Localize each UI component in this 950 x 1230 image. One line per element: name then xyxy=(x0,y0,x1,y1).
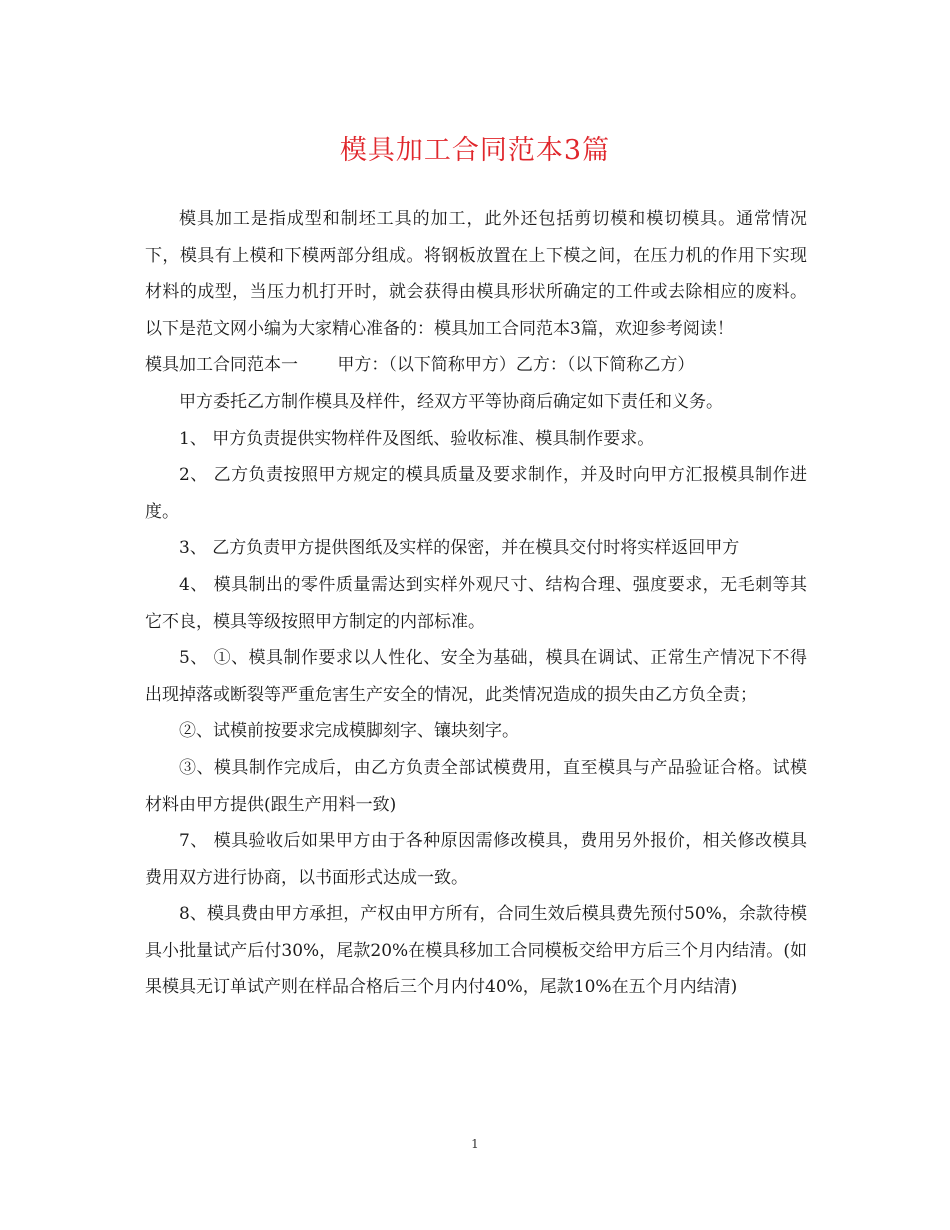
clause-3: 3、 乙方负责甲方提供图纸及实样的保密，并在模具交付时将实样返回甲方 xyxy=(179,538,740,559)
contract-preamble: 甲方委托乙方制作模具及样件，经双方平等协商后确定如下责任和义务。 xyxy=(179,391,723,412)
clause-8: 8、模具费由甲方承担，产权由甲方所有，合同生效后模具费先预付50%，余款待模具小批量试产后付30%，尾款20%在模具移加工合同模板交给甲方后三个月内结清。(如果模具无订单试产则在样品合格后三个月内付40%，尾款10%在五个月内结清) xyxy=(145,904,807,998)
clause-4: 4、 模具制出的零件质量需达到实样外观尺寸、结构合理、强度要求，无毛刺等其它不良，模具等级按照甲方制定的内部标准。 xyxy=(145,574,807,632)
contract-heading-parties: 模具加工合同范本一 甲方：（以下简称甲方）乙方：（以下简称乙方） xyxy=(145,355,695,376)
intro-paragraph: 模具加工是指成型和制坯工具的加工，此外还包括剪切模和模切模具。通常情况下，模具有上模和下模两部分组成。将钢板放置在上下模之间，在压力机的作用下实现材料的成型，当压力机打开时，就会获得由模具形状所确定的工件或去除相应的废料。以下是范文网小编为大家精心准备的：模具加工合同范本3篇，欢迎参考阅读！ xyxy=(145,209,807,339)
clause-5-3: ③、模具制作完成后，由乙方负责全部试模费用，直至模具与产品验证合格。试模材料由甲方提供(跟生产用料一致) xyxy=(145,757,807,815)
document-body xyxy=(145,201,807,1006)
clause-1: 1、 甲方负责提供实物样件及图纸、验收标准、模具制作要求。 xyxy=(179,428,655,449)
clause-5-2: ②、试模前按要求完成模脚刻字、镶块刻字。 xyxy=(179,721,519,742)
clause-5-1: 5、 ①、模具制作要求以人性化、安全为基础，模具在调试、正常生产情况下不得出现掉落或断裂等严重危害生产安全的情况，此类情况造成的损失由乙方负全责； xyxy=(145,648,807,705)
document-title: 模具加工合同范本3篇 xyxy=(339,135,611,166)
page-number: 1 xyxy=(471,1137,479,1151)
clause-7: 7、 模具验收后如果甲方由于各种原因需修改模具，费用另外报价，相关修改模具费用双方进行协商，以书面形式达成一致。 xyxy=(145,831,807,888)
clause-2: 2、 乙方负责按照甲方规定的模具质量及要求制作，并及时向甲方汇报模具制作进度。 xyxy=(145,465,807,522)
